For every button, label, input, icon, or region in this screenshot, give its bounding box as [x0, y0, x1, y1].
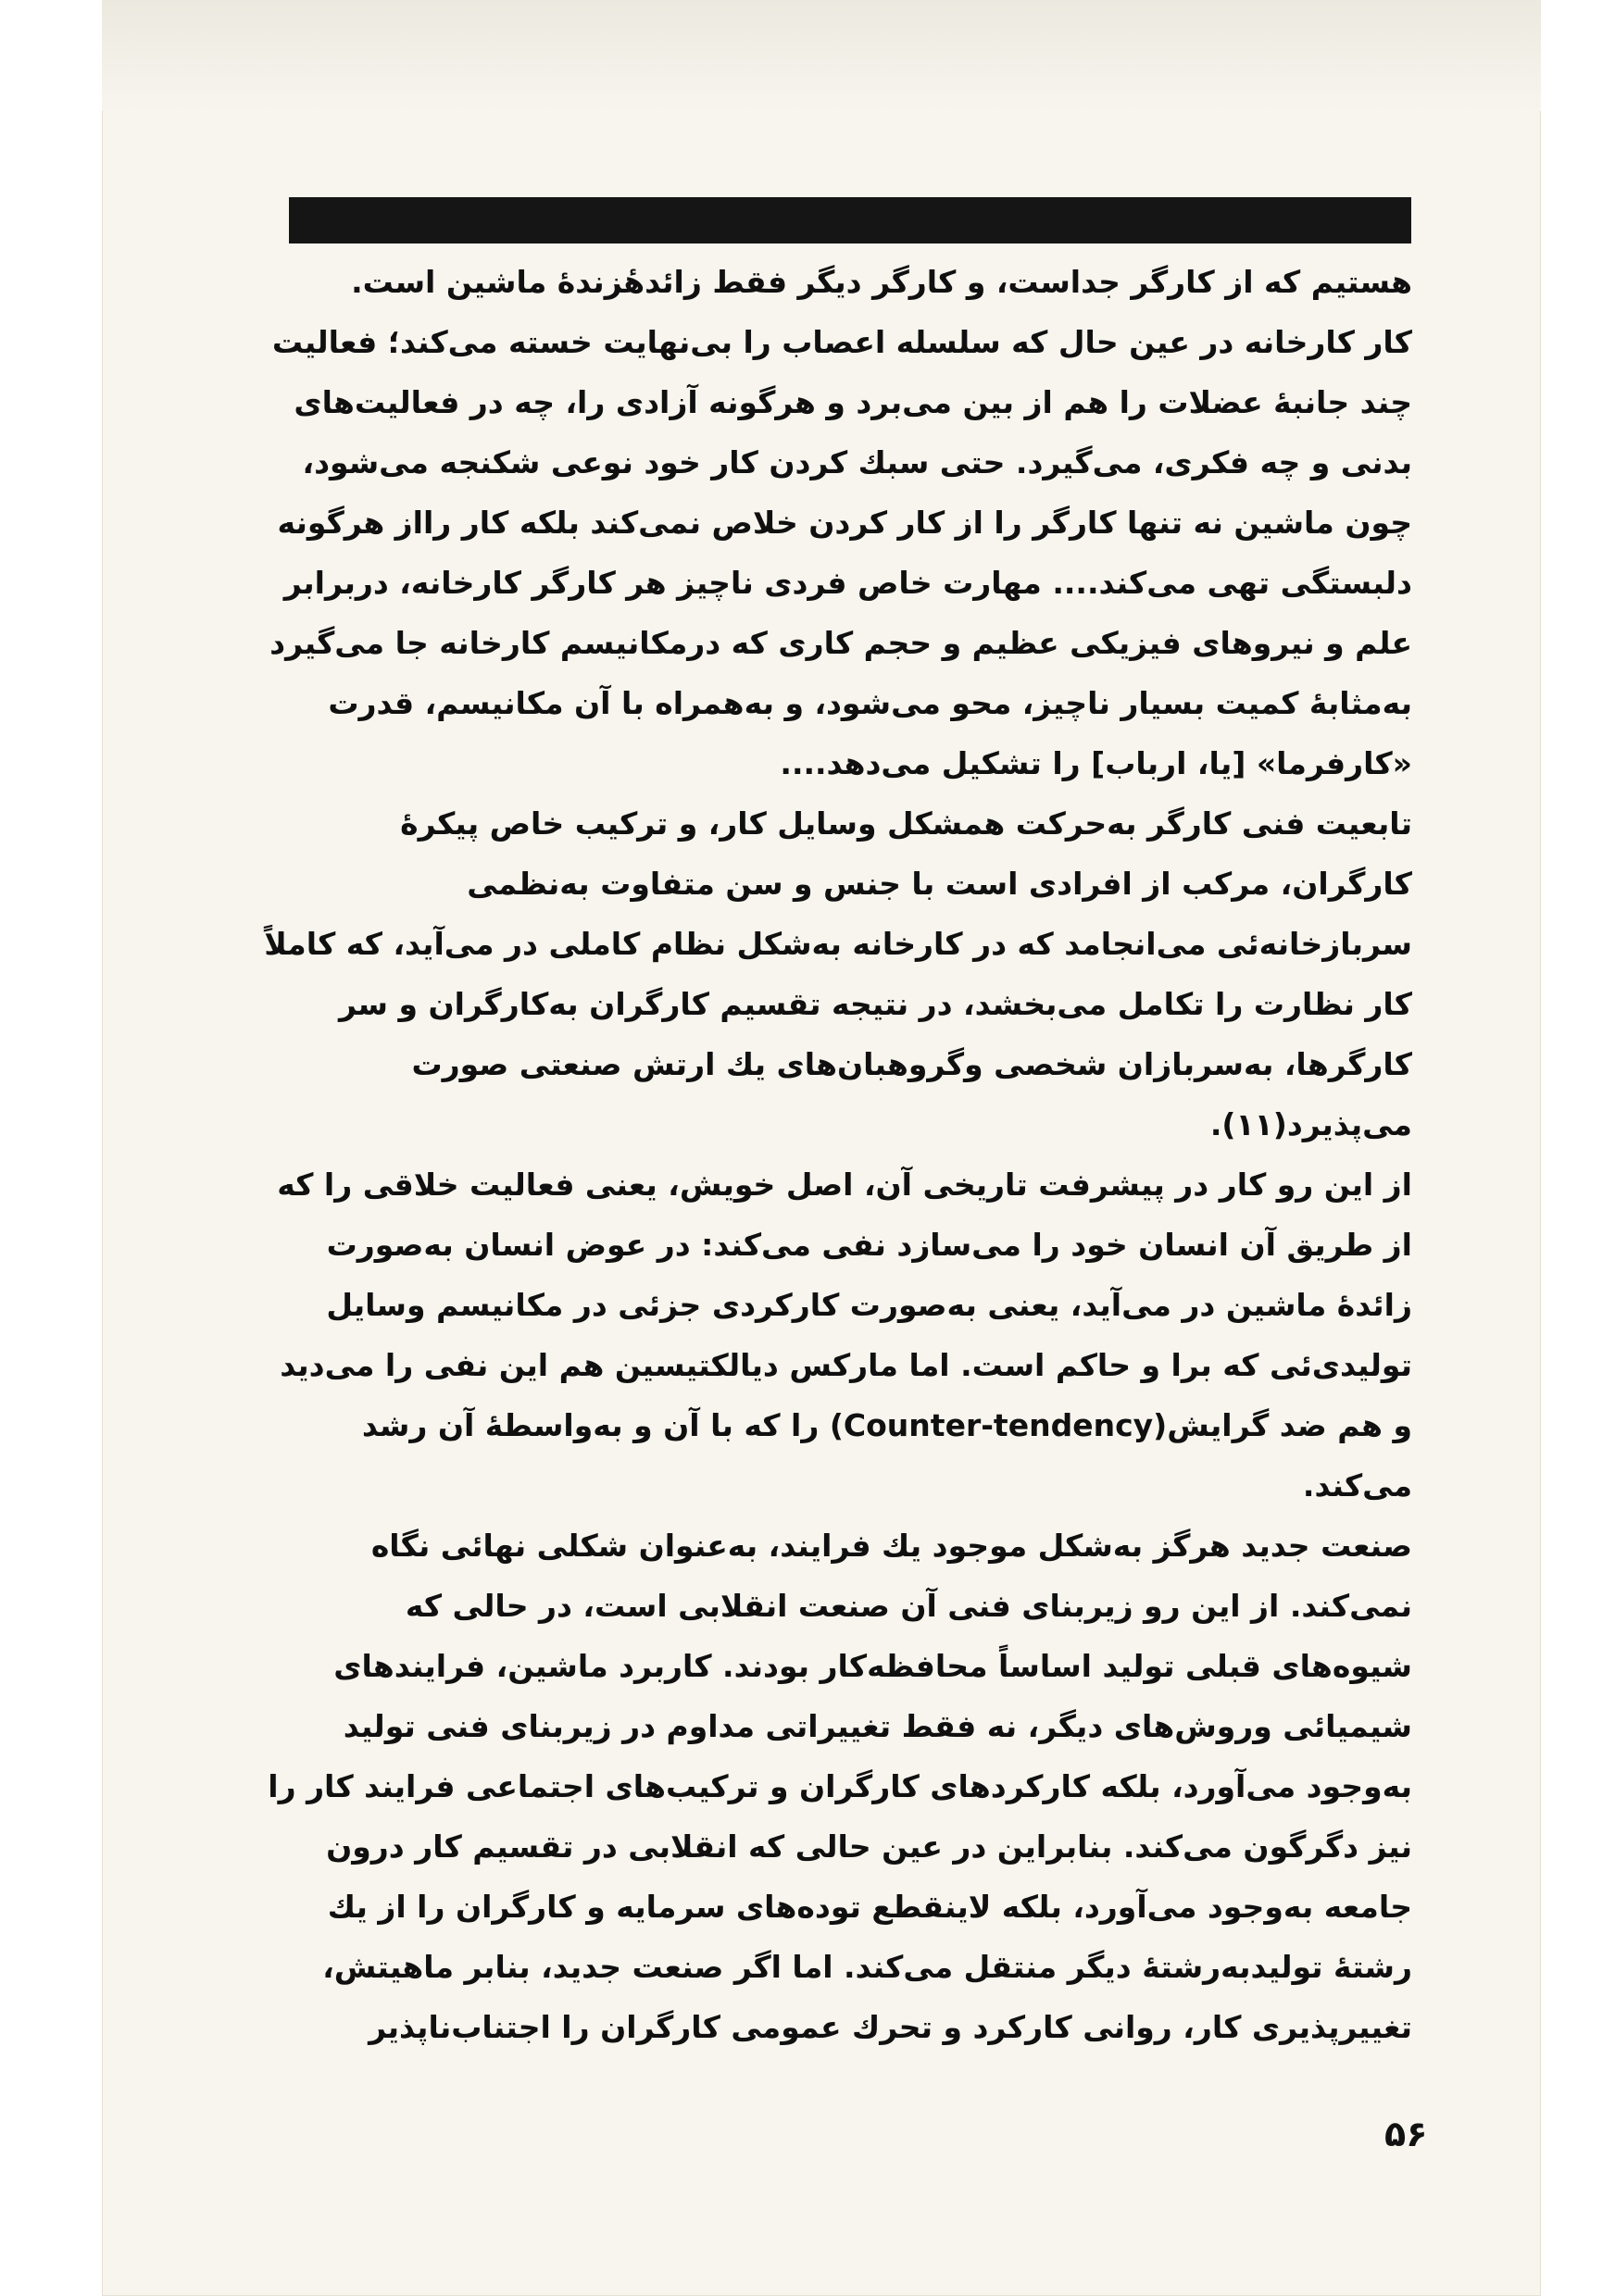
page-body-text: [264, 252, 1412, 2057]
paragraph-5: صنعت جدید هرگز به‌شکل موجود یك فرایند، به‌عنوان شکلی نهائی نگاه نمی‌کند. از این رو زیربنای فنی آن صنعت انقلابی است، در حالی که شیوه‌های قبلی تولید اساساً محافظه‌کار بودند. کاربرد ماشین، فرایندهای شیمیائی وروش‌های دیگر، نه فقط تغییراتی مداوم در زیربنای فنی تولید به‌وجود می‌آورد، بلکه کارکردهای کارگران و ترکیب‌های اجتماعی فرایند کار را نیز دگرگون می‌کند. بنابراین در عین حالی که انقلابی در تقسیم کار درون جامعه به‌وجود می‌آورد، بلکه لاینقطع توده‌های سرمایه و کارگران را از یك رشتهٔ تولیدبه‌رشتهٔ دیگر منتقل می‌کند. اما اگر صنعت جدید، بنابر ماهیتش، تغییرپذیری کار، روانی کارکرد و تحرك عمومی کارگران را اجتناب‌ناپذیر: [268, 1528, 1412, 2045]
paragraph-1: هستیم که از کارگر جداست، و کارگر دیگر فقط زائدهٔزندهٔ ماشین است.: [351, 264, 1412, 300]
paragraph-4: از این رو کار در پیشرفت تاریخی آن، اصل خویش، یعنی فعالیت خلاقی را که از طریق آن انسان خود را می‌سازد نفی می‌کند: در عوض انسان به‌صورت زائدهٔ ماشین در می‌آید، یعنی به‌صورت کارکردی جزئی در مکانیسم وسایل تولیدی‌ئی که برا و حاکم است. اما مارکس دیالکتیسین هم این نفی را می‌دید و هم ضد گرایش(Counter-tendency) را که با آن و به‌واسطهٔ آن رشد می‌کند.: [277, 1167, 1412, 1504]
page-number: ۵۶: [1384, 2114, 1428, 2154]
page-top-shadow: [102, 0, 1541, 111]
paragraph-3: تابعیت فنی کارگر به‌حرکت همشکل وسایل کار، و ترکیب خاص پیکرهٔ کارگران، مرکب از افرادی است با جنس و سن متفاوت به‌نظمی سربازخانه‌ئی می‌انجامد که در کارخانه به‌شکل نظام کاملی در می‌آید، که کاملاً کار نظارت را تکامل می‌بخشد، در نتیجه تقسیم کارگران به‌کارگران و سر کارگرها، به‌سربازان شخصی وگروهبان‌های یك ارتش صنعتی صورت می‌پذیرد(۱۱).: [264, 805, 1412, 1142]
paragraph-2: کار کارخانه در عین حال که سلسله اعصاب را بی‌نهایت خسته می‌کند؛ فعالیت چند جانبهٔ عضلات را هم از بین می‌برد و هرگونه آزادی را، چه در فعالیت‌های بدنی و چه فکری، می‌گیرد. حتی سبك کردن کار خود نوعی شکنجه می‌شود، چون ماشین نه تنها کارگر را از کار کردن خلاص نمی‌کند بلکه کار رااز هرگونه دلبستگی تهی می‌کند.... مهارت خاص فردی ناچیز هر کارگر کارخانه، دربرابر علم و نیروهای فیزیکی عظیم و حجم کاری که درمکانیسم کارخانه جا می‌گیرد به‌مثابهٔ کمیت بسیار ناچیز، محو می‌شود، و به‌همراه با آن مکانیسم، قدرت «کارفرما» [یا، ارباب] را تشکیل می‌دهد....: [269, 324, 1412, 781]
header-black-bar: [289, 197, 1411, 243]
